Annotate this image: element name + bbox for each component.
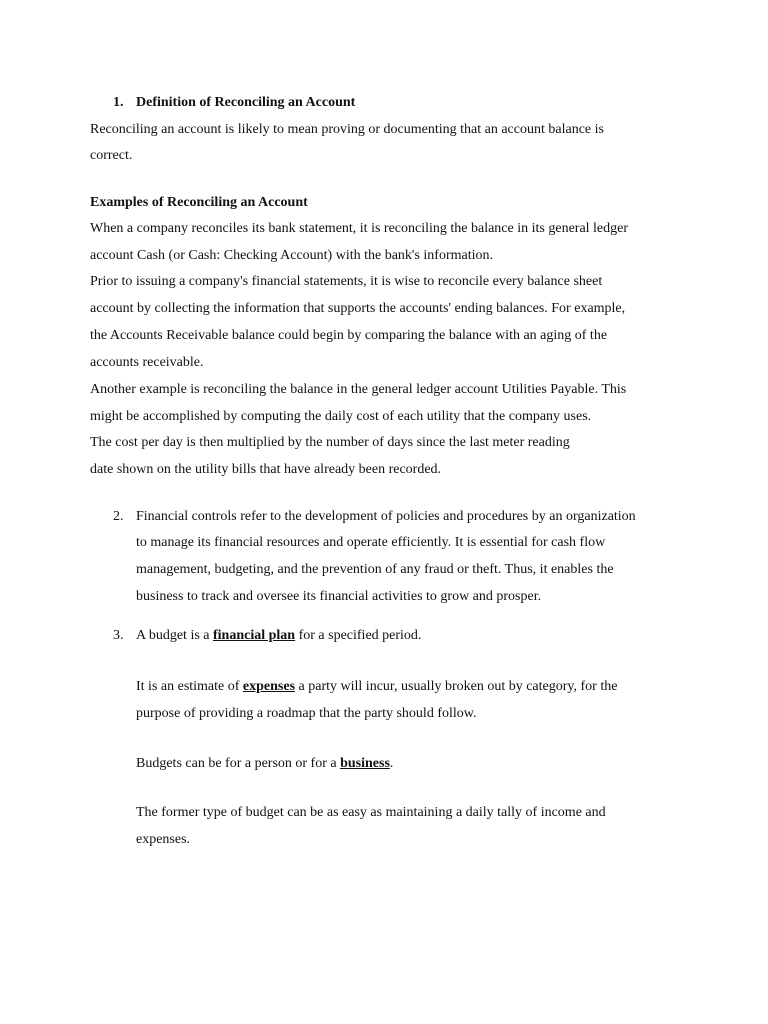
- examples-line: account by collecting the information that supports the accounts' ending balances. For example,: [90, 301, 626, 316]
- section-1-line: Reconciling an account is likely to mean proving or documenting that an account balance is: [90, 122, 604, 137]
- section-3-paragraph-2-line-1: [136, 678, 617, 696]
- section-2-line: to manage its financial resources and operate efficiently. It is essential for cash flow: [136, 535, 606, 550]
- examples-heading: Examples of Reconciling an Account: [90, 195, 308, 210]
- examples-line: the Accounts Receivable balance could begin by comparing the balance with an aging of the: [90, 328, 608, 343]
- section-1-number: 1.: [113, 95, 124, 110]
- examples-line: account Cash (or Cash: Checking Account) with the bank's information.: [90, 248, 493, 263]
- financial-plan-link[interactable]: financial plan: [213, 628, 296, 643]
- examples-line: accounts receivable.: [90, 355, 204, 370]
- section-3-p3-after: .: [389, 756, 394, 771]
- section-2-line: Financial controls refer to the development of policies and procedures by an organization: [136, 509, 636, 524]
- business-link[interactable]: business: [340, 756, 390, 771]
- section-3-p2-before: It is an estimate of: [136, 679, 243, 694]
- examples-line: When a company reconciles its bank statement, it is reconciling the balance in its general ledger: [90, 221, 629, 236]
- section-2-line: business to track and oversee its financial activities to grow and prosper.: [136, 589, 542, 604]
- section-3-paragraph-4-line-1: The former type of budget can be as easy as maintaining a daily tally of income and: [136, 805, 606, 820]
- examples-line: might be accomplished by computing the daily cost of each utility that the company uses.: [90, 409, 592, 424]
- section-3-paragraph-1: [136, 627, 421, 645]
- section-2-line: management, budgeting, and the prevention of any fraud or theft. Thus, it enables the: [136, 562, 614, 577]
- section-2-number: 2.: [113, 509, 124, 524]
- section-3-paragraph-3: [136, 755, 393, 773]
- section-3-paragraph-2-line-2: purpose of providing a roadmap that the party should follow.: [136, 706, 477, 721]
- expenses-link[interactable]: expenses: [242, 679, 296, 694]
- examples-line: The cost per day is then multiplied by the number of days since the last meter reading: [90, 435, 570, 450]
- section-3-p3-before: Budgets can be for a person or for a: [136, 756, 341, 771]
- section-3-paragraph-4-line-2: expenses.: [136, 832, 191, 847]
- section-1-heading: Definition of Reconciling an Account: [136, 95, 356, 110]
- section-3-p1-before: A budget is a: [136, 628, 213, 643]
- examples-line: date shown on the utility bills that have already been recorded.: [90, 462, 442, 477]
- section-1-line: correct.: [90, 148, 133, 163]
- section-3-p1-after: for a specified period.: [295, 628, 422, 643]
- section-3-p2-after: a party will incur, usually broken out by category, for the: [295, 679, 618, 694]
- examples-line: Another example is reconciling the balance in the general ledger account Utilities Payable. This: [90, 382, 627, 397]
- examples-line: Prior to issuing a company's financial statements, it is wise to reconcile every balance sheet: [90, 274, 603, 289]
- section-3-number: 3.: [113, 628, 124, 643]
